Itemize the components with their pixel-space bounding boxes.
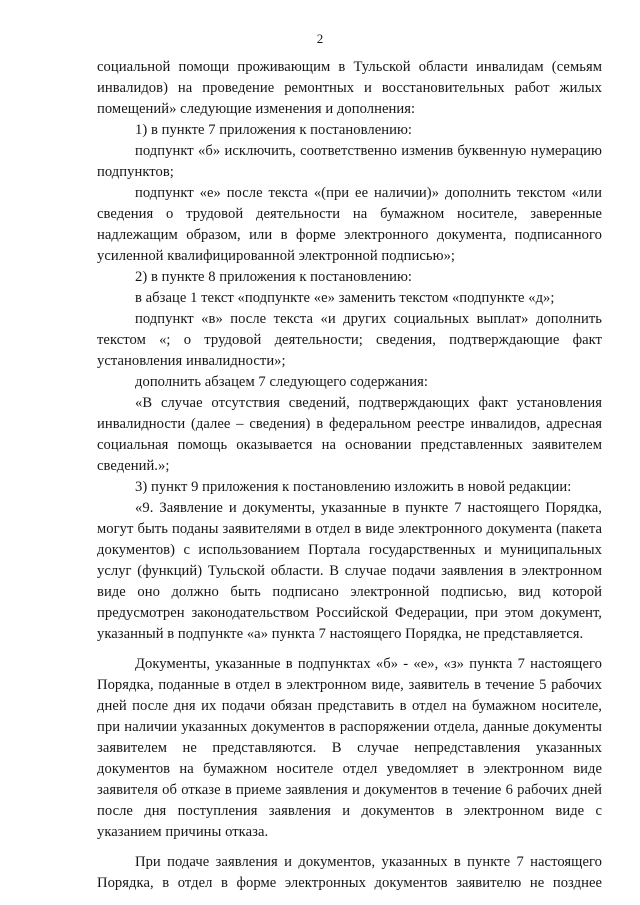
document-body bbox=[97, 57, 602, 894]
page-number: 2 bbox=[316, 31, 324, 46]
paragraph-abzac-1: в абзаце 1 текст «подпункте «е» заменить текстом «подпункте «д»; bbox=[135, 290, 555, 306]
paragraph-item-2: 2) в пункте 8 приложения к постановлению: bbox=[135, 269, 413, 285]
paragraph-subitem-b: подпункт «б» исключить, соответственно изменив буквенную нумерацию подпунктов; bbox=[97, 143, 602, 180]
paragraph-clause-9: «9. Заявление и документы, указанные в пункте 7 настоящего Порядка, могут быть поданы заявителями в отдел в виде электронного документа (пакета документов) с использованием Портала государственных и муниципальных услуг (функций) Тульской области. В случае подачи заявления в электронном виде оно должно быть подписано электронной подписью, вид которой предусмотрен законодательством Российской Федерации, при этом документ, указанный в подпункте «а» пункта 7 настоящего Порядка, не представляется. bbox=[97, 500, 602, 642]
paragraph-add-abzac-7: дополнить абзацем 7 следующего содержания: bbox=[135, 374, 429, 390]
paragraph-intro-continuation: социальной помощи проживающим в Тульской области инвалидам (семьям инвалидов) на проведение ремонтных и восстановительных работ жилых помещений» следующие изменения и дополнения: bbox=[97, 59, 602, 117]
paragraph-item-1: 1) в пункте 7 приложения к постановлению: bbox=[135, 122, 413, 138]
paragraph-item-3: 3) пункт 9 приложения к постановлению изложить в новой редакции: bbox=[135, 479, 572, 495]
paragraph-subitem-e: подпункт «е» после текста «(при ее наличии)» дополнить текстом «или сведения о трудовой деятельности на бумажном носителе, заверенные надлежащим образом, или в форме электронного документа, подписанного усиленной квалифицированной электронной подписью»; bbox=[97, 185, 602, 264]
paragraph-documents-electronic: Документы, указанные в подпунктах «б» - «е», «з» пункта 7 настоящего Порядка, поданные в отдел в электронном виде, заявитель в течение 5 рабочих дней после дня их подачи обязан представить в отдел на бумажном носителе, при наличии указанных документов в распоряжении отдела, данные документы заявителем не представляются. В случае непредставления указанных документов на бумажном носителе отдел уведомляет в электронном виде заявителя об отказе в приеме заявления и документов в течение 6 рабочих дней после дня поступления заявления и документов в электронном виде с указанием причины отказа. bbox=[97, 656, 602, 840]
paragraph-submission: При подаче заявления и документов, указанных в пункте 7 настоящего Порядка, в отдел в форме электронных документов заявителю не позднее bbox=[97, 854, 602, 891]
paragraph-quote-abzac-7: «В случае отсутствия сведений, подтверждающих факт установления инвалидности (далее – сведения) в федеральном реестре инвалидов, адресная социальная помощь оказывается на основании представленных заявителем сведений.»; bbox=[97, 395, 602, 474]
paragraph-subitem-v: подпункт «в» после текста «и других социальных выплат» дополнить текстом «; о трудовой деятельности; сведения, подтверждающие факт установления инвалидности»; bbox=[97, 311, 602, 369]
